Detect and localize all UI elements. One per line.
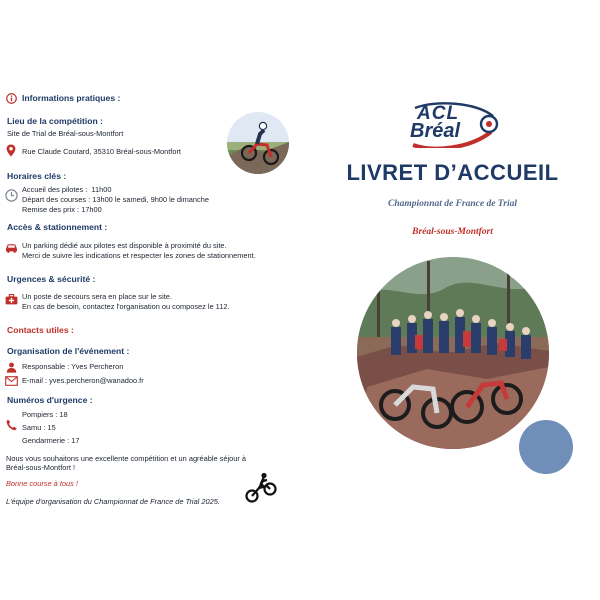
horaire-accueil: Accueil des pilotes : 11h00: [22, 185, 112, 194]
lieu-site: Site de Trial de Bréal-sous-Montfort: [7, 129, 124, 138]
horaire-remise: Remise des prix : 17h00: [22, 205, 102, 214]
first-aid-kit-icon: [5, 294, 18, 305]
clock-icon: [5, 189, 18, 202]
phone-icon: [6, 419, 17, 431]
livret-title: LIVRET D’ACCUEIL: [346, 160, 559, 185]
pompiers-text: Pompiers : 18: [22, 410, 68, 419]
location-pin-icon: [6, 144, 16, 157]
lieu-address: Rue Claude Coutard, 35310 Bréal-sous-Montfort: [22, 147, 181, 156]
person-icon: [6, 362, 17, 373]
rider-photo-small: [227, 112, 289, 174]
samu-text: Samu : 15: [22, 423, 56, 432]
closing-line-1: Nous vous souhaitons une excellente compétition et un agréable séjour à: [6, 454, 246, 463]
group-photo: [357, 257, 549, 449]
email-icon: [5, 376, 18, 386]
horaire-depart: Départ des courses : 13h00 le samedi, 9h00 le dimanche: [22, 195, 209, 204]
urgences-title: Urgences & sécurité :: [7, 274, 96, 284]
responsable-text: Responsable : Yves Percheron: [22, 362, 124, 371]
logo-text-acl: ACL: [417, 103, 460, 124]
numeros-title: Numéros d'urgence :: [7, 395, 93, 405]
urgences-line-1: Un poste de secours sera en place sur le site.: [22, 292, 172, 301]
bonne-course-text: Bonne course à tous !: [6, 479, 78, 488]
logo-text-breal: Bréal: [410, 120, 461, 142]
decorative-blue-circle: [519, 420, 573, 474]
acl-breal-logo: [405, 102, 501, 148]
subtitle-location: Bréal-sous-Montfort: [412, 227, 493, 237]
acces-line-1: Un parking dédié aux pilotes est disponible à proximité du site.: [22, 241, 227, 250]
closing-line-2: Bréal-sous-Montfort !: [6, 463, 76, 472]
organisation-title: Organisation de l'événement :: [7, 346, 130, 356]
info-icon: [6, 93, 17, 104]
info-pratiques-title: Informations pratiques :: [22, 93, 121, 103]
trial-rider-silhouette-icon: [245, 472, 277, 504]
horaires-title: Horaires clés :: [7, 171, 67, 181]
subtitle-championnat: Championnat de France de Trial: [388, 199, 517, 209]
lieu-title: Lieu de la compétition :: [7, 116, 103, 126]
urgences-line-2: En cas de besoin, contactez l'organisation ou composez le 112.: [22, 302, 230, 311]
gendarmerie-text: Gendarmerie : 17: [22, 436, 80, 445]
contacts-title: Contacts utiles :: [7, 325, 74, 335]
email-text[interactable]: E-mail : yves.percheron@wanadoo.fr: [22, 376, 144, 385]
acces-line-2: Merci de suivre les indications et respecter les zones de stationnement.: [22, 251, 256, 260]
acces-title: Accès & stationnement :: [7, 222, 108, 232]
signature-text: L'équipe d'organisation du Championnat de France de Trial 2025.: [6, 497, 220, 506]
car-icon: [5, 243, 18, 253]
